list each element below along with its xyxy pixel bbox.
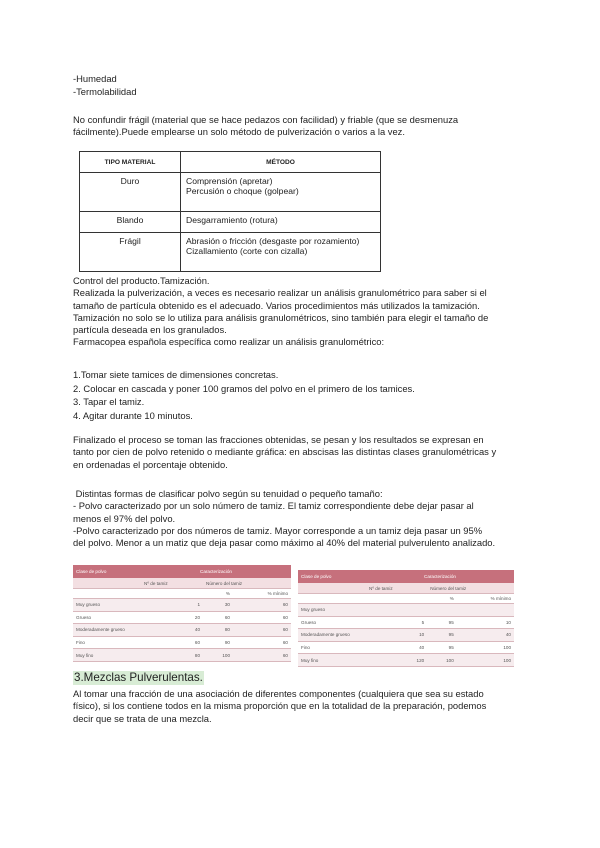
- cell: 95: [427, 641, 457, 654]
- section-heading: 3.Mezclas Pulverulentas.: [74, 671, 203, 684]
- text-line: partícula deseada en los granulados.: [73, 324, 227, 336]
- cell: 40: [366, 641, 427, 654]
- cell: 60: [233, 624, 291, 637]
- step-item: 4. Agitar durante 10 minutos.: [73, 409, 193, 421]
- col-cell: [141, 589, 203, 599]
- cell: 95: [427, 616, 457, 629]
- cell: 60: [203, 611, 233, 624]
- cell: 100: [427, 654, 457, 667]
- subheader-cell: Número del tamiz: [203, 578, 291, 589]
- cell: 60: [233, 599, 291, 612]
- cell: 80: [141, 649, 203, 662]
- table-header-row: [73, 565, 291, 578]
- header-cell: Clase de polvo: [298, 570, 366, 583]
- cell: Muy grueso: [298, 604, 366, 617]
- cell: Muy grueso: [73, 599, 141, 612]
- cell: 60: [233, 636, 291, 649]
- table-row: [73, 599, 291, 612]
- cell: 10: [457, 616, 514, 629]
- text-line: físico), si los contiene todos en la misma proporción que en la totalidad de la preparación, podemos: [73, 700, 487, 712]
- cell: Moderadamente grueso: [73, 624, 141, 637]
- cell: Moderadamente grueso: [298, 629, 366, 642]
- table-row: [298, 604, 514, 617]
- header-cell: Caracterización: [141, 565, 291, 578]
- steps-list: [73, 368, 535, 422]
- col-cell: [73, 589, 141, 599]
- cell: 90: [203, 636, 233, 649]
- col-cell: % mínimo: [457, 594, 514, 604]
- cell: 80: [203, 624, 233, 637]
- table-row: [298, 641, 514, 654]
- method-line: Abrasión o fricción (desgaste por rozamiento): [186, 236, 360, 246]
- text-line: - Polvo caracterizado por un solo número de tamiz. El tamiz correspondiente debe dejar pasar al: [73, 500, 474, 512]
- method-line: Desgarramiento (rotura): [186, 215, 278, 225]
- table-header-row: [298, 570, 514, 583]
- text-line: del polvo. Menor a un matiz que deja pasar como máximo al 40% del material pulverulento analizado.: [73, 537, 496, 549]
- cell: 100: [203, 649, 233, 662]
- property-humedad: -Humedad: [73, 73, 117, 84]
- quality-control-section: [73, 275, 535, 349]
- property-termolabilidad: -Termolabilidad: [73, 86, 137, 97]
- section3-body: [73, 688, 535, 725]
- material-cell: Duro: [80, 173, 181, 212]
- col-cell: %: [427, 594, 457, 604]
- text-line: en ordenadas el porcentaje obtenido.: [73, 458, 228, 470]
- table-row: [298, 629, 514, 642]
- text-line: -Polvo caracterizado por dos números de tamiz. Mayor corresponde a un tamiz deja pasar un 95%: [73, 524, 483, 536]
- cell: 1: [141, 599, 203, 612]
- powder-class-table-right: [298, 570, 514, 667]
- cell: 100: [457, 654, 514, 667]
- table-colheader-row: [298, 594, 514, 604]
- text-line: Distintas formas de clasificar polvo según su tenuidad o pequeño tamaño:: [73, 488, 383, 499]
- method-cell: [181, 173, 381, 212]
- material-cell: Frágil: [80, 233, 181, 272]
- intro-paragraph: [73, 114, 535, 139]
- cell: 100: [457, 641, 514, 654]
- table-row: [80, 212, 381, 233]
- method-line: Percusión o choque (golpear): [186, 186, 299, 196]
- column-header-method: MÉTODO: [181, 152, 381, 173]
- subheader-cell: Nº de tamiz: [141, 578, 203, 589]
- step-item: 2. Colocar en cascada y poner 100 gramos del polvo en el primero de los tamices.: [73, 382, 415, 394]
- cell: [366, 604, 427, 617]
- method-cell: [181, 212, 381, 233]
- cell: 20: [141, 611, 203, 624]
- cell: Muy fino: [298, 654, 366, 667]
- table-row: [73, 611, 291, 624]
- text-line: Tamización no solo se lo utiliza para análisis granulométricos, sino también para elegir el tamaño de: [73, 311, 489, 323]
- text-line: tanto por cien de polvo retenido o mediante gráfica: en abscisas las distintas clases granulométricas y: [73, 446, 497, 458]
- method-table: [79, 151, 381, 272]
- step-item: 3. Tapar el tamiz.: [73, 396, 145, 407]
- table-row: [80, 233, 381, 272]
- cell: [457, 604, 514, 617]
- table-colheader-row: [73, 589, 291, 599]
- cell: Grueso: [298, 616, 366, 629]
- subheader-cell: [73, 578, 141, 589]
- table-row: [298, 654, 514, 667]
- table-row: [298, 616, 514, 629]
- subheader-cell: Número del tamiz: [427, 583, 514, 594]
- cell: Fino: [298, 641, 366, 654]
- powder-class-table-left: [73, 565, 291, 662]
- text-line: fácilmente).Puede emplearse un solo método de pulverización o varios a la vez.: [73, 126, 405, 138]
- text-line: Realizada la pulverización, a veces es necesario realizar un análisis granulométrico para saber si el: [73, 287, 487, 299]
- text-line: Farmacopea española específica como realizar un análisis granulométrico:: [73, 336, 385, 348]
- method-cell: [181, 233, 381, 272]
- col-cell: % mínimo: [233, 589, 291, 599]
- step-item: 1.Tomar siete tamices de dimensiones concretas.: [73, 369, 279, 380]
- text-line: decir que se trata de una mezcla.: [73, 712, 212, 724]
- table-row: [73, 649, 291, 662]
- cell: 30: [203, 599, 233, 612]
- method-line: Cizallamiento (corte con cizalla): [186, 246, 308, 256]
- text-line: No confundir frágil (material que se hace pedazos con facilidad) y friable (que se desmenuza: [73, 114, 459, 125]
- cell: 60: [233, 649, 291, 662]
- text-line: Finalizado el proceso se toman las fracciones obtenidas, se pesan y los resultados se expresan en: [73, 434, 484, 445]
- col-cell: [298, 594, 366, 604]
- column-header-material: TIPO MATERIAL: [80, 152, 181, 173]
- cell: Grueso: [73, 611, 141, 624]
- text-line: Al tomar una fracción de una asociación de diferentes componentes (cualquiera que sea su estado: [73, 688, 484, 699]
- table-subheader-row: [298, 583, 514, 594]
- cell: 60: [141, 636, 203, 649]
- section-title: Control del producto.Tamización.: [73, 275, 210, 286]
- cell: [427, 604, 457, 617]
- method-line: Comprensión (apretar): [186, 176, 273, 186]
- cell: Fino: [73, 636, 141, 649]
- cell: 40: [141, 624, 203, 637]
- material-cell: Blando: [80, 212, 181, 233]
- cell: 40: [457, 629, 514, 642]
- cell: 95: [427, 629, 457, 642]
- table-row: [80, 173, 381, 212]
- text-line: tamaño de partícula obtenido es el adecuado. Varios procedimientos más utilizados la tamización.: [73, 299, 480, 311]
- table-subheader-row: [73, 578, 291, 589]
- subheader-cell: Nº de tamiz: [366, 583, 427, 594]
- table-row: [73, 636, 291, 649]
- cell: 10: [366, 629, 427, 642]
- cell: Muy fino: [73, 649, 141, 662]
- table-header-row: [80, 152, 381, 173]
- finalization-paragraph: [73, 434, 535, 471]
- header-cell: Clase de polvo: [73, 565, 141, 578]
- col-cell: [366, 594, 427, 604]
- cell: 5: [366, 616, 427, 629]
- classification-paragraph: [73, 488, 535, 549]
- cell: 120: [366, 654, 427, 667]
- text-line: menos el 97% del polvo.: [73, 512, 176, 524]
- cell: 60: [233, 611, 291, 624]
- col-cell: %: [203, 589, 233, 599]
- header-cell: Caracterización: [366, 570, 514, 583]
- table-row: [73, 624, 291, 637]
- subheader-cell: [298, 583, 366, 594]
